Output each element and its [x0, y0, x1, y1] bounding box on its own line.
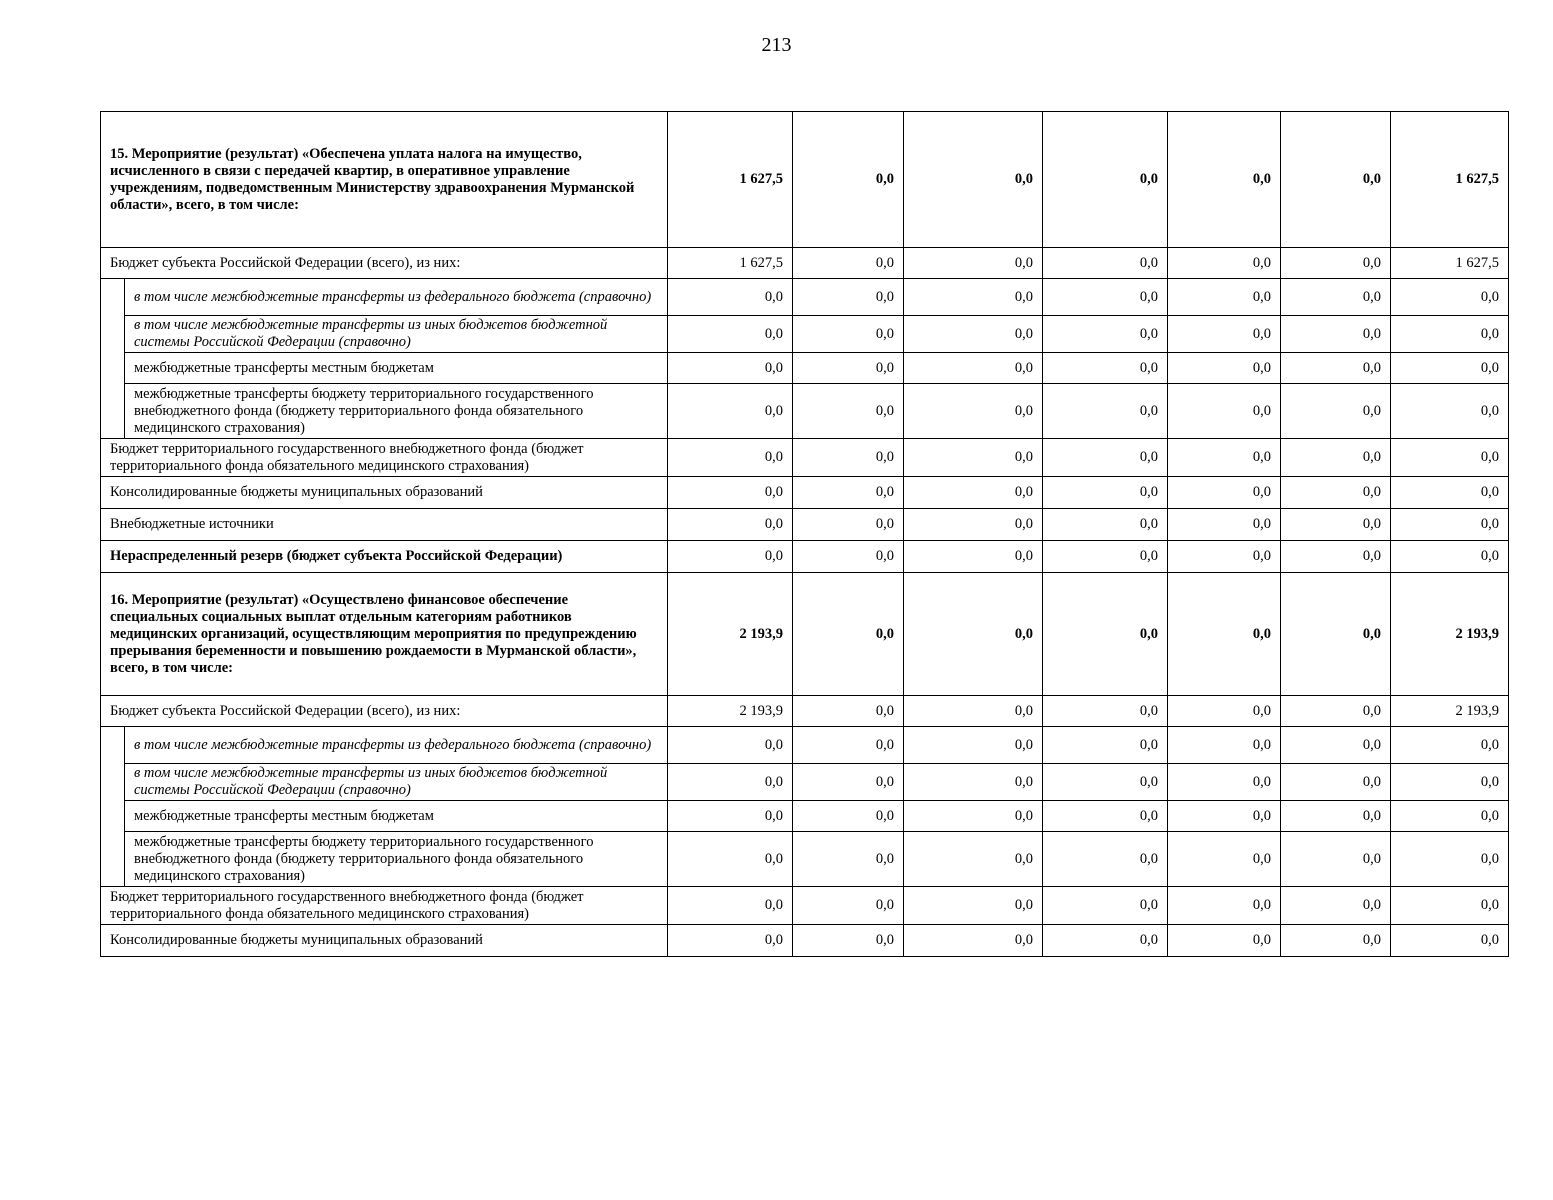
value-cell: 0,0 — [793, 764, 904, 801]
value-cell: 0,0 — [793, 112, 904, 248]
row-label: 16. Мероприятие (результат) «Осуществлено финансовое обеспечение специальных социальных выплат отдельным категориям работников медицинских организаций, осуществляющим мероприятия по предупреждению прерывания беременности и повышению рождаемости в Мурманской области», всего, в том числе: — [101, 573, 668, 696]
value-cell: 0,0 — [1043, 439, 1168, 477]
value-cell: 1 627,5 — [1391, 248, 1509, 279]
value-cell: 0,0 — [793, 353, 904, 384]
row-label: межбюджетные трансферты бюджету территориального государственного внебюджетного фонда (бюджету территориального фонда обязательного медицинского страхования) — [125, 832, 668, 887]
value-cell: 0,0 — [904, 509, 1043, 541]
value-cell: 2 193,9 — [668, 573, 793, 696]
table-row — [101, 477, 1509, 509]
value-cell: 0,0 — [1281, 801, 1391, 832]
value-cell: 0,0 — [904, 112, 1043, 248]
value-cell: 0,0 — [1168, 509, 1281, 541]
value-cell: 0,0 — [793, 727, 904, 764]
value-cell: 0,0 — [668, 477, 793, 509]
value-cell: 0,0 — [668, 801, 793, 832]
table-row — [101, 925, 1509, 957]
value-cell: 0,0 — [1281, 727, 1391, 764]
value-cell: 0,0 — [1391, 887, 1509, 925]
value-cell: 0,0 — [1391, 439, 1509, 477]
row-label: Бюджет субъекта Российской Федерации (всего), из них: — [101, 248, 668, 279]
row-label: межбюджетные трансферты местным бюджетам — [125, 353, 668, 384]
value-cell: 0,0 — [1043, 477, 1168, 509]
value-cell: 0,0 — [793, 887, 904, 925]
value-cell: 0,0 — [904, 764, 1043, 801]
value-cell: 0,0 — [1281, 353, 1391, 384]
value-cell: 0,0 — [904, 248, 1043, 279]
indent-cell — [101, 279, 125, 316]
value-cell: 0,0 — [1043, 384, 1168, 439]
value-cell: 1 627,5 — [668, 112, 793, 248]
value-cell: 0,0 — [668, 384, 793, 439]
value-cell: 0,0 — [1391, 727, 1509, 764]
value-cell: 0,0 — [1168, 384, 1281, 439]
value-cell: 0,0 — [1168, 248, 1281, 279]
table-row — [101, 727, 1509, 764]
value-cell: 0,0 — [793, 541, 904, 573]
value-cell: 0,0 — [1391, 279, 1509, 316]
row-label: Бюджет территориального государственного внебюджетного фонда (бюджет территориального фонда обязательного медицинского страхования) — [101, 887, 668, 925]
value-cell: 0,0 — [904, 541, 1043, 573]
value-cell: 0,0 — [1043, 925, 1168, 957]
value-cell: 0,0 — [668, 832, 793, 887]
value-cell: 0,0 — [1281, 248, 1391, 279]
value-cell: 0,0 — [1043, 764, 1168, 801]
table-row — [101, 696, 1509, 727]
value-cell: 0,0 — [668, 316, 793, 353]
value-cell: 0,0 — [1043, 696, 1168, 727]
value-cell: 0,0 — [1281, 509, 1391, 541]
value-cell: 0,0 — [793, 384, 904, 439]
value-cell: 0,0 — [668, 727, 793, 764]
table-row — [101, 801, 1509, 832]
value-cell: 0,0 — [904, 801, 1043, 832]
value-cell: 0,0 — [793, 832, 904, 887]
value-cell: 0,0 — [793, 573, 904, 696]
row-label: 15. Мероприятие (результат) «Обеспечена уплата налога на имущество, исчисленного в связи с передачей квартир, в оперативное управление учреждениям, подведомственным Министерству здравоохранения Мурманской области», всего, в том числе: — [101, 112, 668, 248]
value-cell: 0,0 — [1043, 832, 1168, 887]
value-cell: 0,0 — [1281, 541, 1391, 573]
table-row — [101, 316, 1509, 353]
value-cell: 0,0 — [904, 925, 1043, 957]
value-cell: 0,0 — [1043, 316, 1168, 353]
table-row — [101, 832, 1509, 887]
value-cell: 0,0 — [668, 353, 793, 384]
value-cell: 0,0 — [904, 727, 1043, 764]
value-cell: 0,0 — [1391, 925, 1509, 957]
value-cell: 0,0 — [1391, 477, 1509, 509]
value-cell: 0,0 — [1043, 887, 1168, 925]
value-cell: 0,0 — [904, 353, 1043, 384]
row-label: межбюджетные трансферты местным бюджетам — [125, 801, 668, 832]
row-label: в том числе межбюджетные трансферты из иных бюджетов бюджетной системы Российской Федерации (справочно) — [125, 316, 668, 353]
table-row — [101, 764, 1509, 801]
row-label: Внебюджетные источники — [101, 509, 668, 541]
indent-cell — [101, 384, 125, 439]
value-cell: 0,0 — [1168, 727, 1281, 764]
value-cell: 0,0 — [1391, 316, 1509, 353]
value-cell: 0,0 — [1281, 439, 1391, 477]
value-cell: 1 627,5 — [1391, 112, 1509, 248]
table-row — [101, 573, 1509, 696]
value-cell: 2 193,9 — [1391, 573, 1509, 696]
value-cell: 0,0 — [793, 316, 904, 353]
value-cell: 0,0 — [668, 764, 793, 801]
value-cell: 0,0 — [1281, 573, 1391, 696]
value-cell: 0,0 — [793, 509, 904, 541]
table-row — [101, 248, 1509, 279]
value-cell: 0,0 — [904, 832, 1043, 887]
value-cell: 0,0 — [1391, 832, 1509, 887]
value-cell: 0,0 — [793, 925, 904, 957]
row-label: в том числе межбюджетные трансферты из федерального бюджета (справочно) — [125, 279, 668, 316]
value-cell: 0,0 — [793, 248, 904, 279]
value-cell: 0,0 — [1281, 764, 1391, 801]
value-cell: 0,0 — [1168, 887, 1281, 925]
value-cell: 0,0 — [1168, 353, 1281, 384]
value-cell: 0,0 — [1281, 477, 1391, 509]
value-cell: 0,0 — [1168, 112, 1281, 248]
indent-cell — [101, 764, 125, 801]
value-cell: 0,0 — [668, 439, 793, 477]
value-cell: 0,0 — [793, 477, 904, 509]
value-cell: 0,0 — [793, 801, 904, 832]
value-cell: 0,0 — [1168, 696, 1281, 727]
value-cell: 0,0 — [668, 887, 793, 925]
value-cell: 0,0 — [1043, 112, 1168, 248]
table-row — [101, 439, 1509, 477]
value-cell: 0,0 — [1168, 541, 1281, 573]
value-cell: 0,0 — [1043, 541, 1168, 573]
value-cell: 0,0 — [1043, 353, 1168, 384]
value-cell: 0,0 — [1043, 248, 1168, 279]
value-cell: 0,0 — [1043, 509, 1168, 541]
value-cell: 0,0 — [1391, 509, 1509, 541]
table-row — [101, 112, 1509, 248]
value-cell: 0,0 — [1391, 801, 1509, 832]
row-label: Консолидированные бюджеты муниципальных образований — [101, 925, 668, 957]
value-cell: 0,0 — [1043, 801, 1168, 832]
table-row — [101, 509, 1509, 541]
value-cell: 0,0 — [668, 925, 793, 957]
value-cell: 0,0 — [1281, 279, 1391, 316]
value-cell: 0,0 — [1043, 573, 1168, 696]
value-cell: 0,0 — [1281, 832, 1391, 887]
value-cell: 0,0 — [793, 279, 904, 316]
indent-cell — [101, 353, 125, 384]
value-cell: 0,0 — [1168, 801, 1281, 832]
value-cell: 1 627,5 — [668, 248, 793, 279]
row-label: межбюджетные трансферты бюджету территориального государственного внебюджетного фонда (бюджету территориального фонда обязательного медицинского страхования) — [125, 384, 668, 439]
value-cell: 0,0 — [1168, 832, 1281, 887]
value-cell: 0,0 — [1391, 353, 1509, 384]
value-cell: 0,0 — [668, 541, 793, 573]
value-cell: 0,0 — [1281, 316, 1391, 353]
value-cell: 0,0 — [1391, 764, 1509, 801]
row-label: в том числе межбюджетные трансферты из иных бюджетов бюджетной системы Российской Федерации (справочно) — [125, 764, 668, 801]
value-cell: 0,0 — [1168, 573, 1281, 696]
value-cell: 0,0 — [1043, 279, 1168, 316]
value-cell: 0,0 — [904, 439, 1043, 477]
value-cell: 0,0 — [904, 696, 1043, 727]
value-cell: 0,0 — [1168, 316, 1281, 353]
value-cell: 0,0 — [904, 316, 1043, 353]
row-label: Консолидированные бюджеты муниципальных образований — [101, 477, 668, 509]
table-row — [101, 279, 1509, 316]
value-cell: 0,0 — [1391, 384, 1509, 439]
row-label: Нераспределенный резерв (бюджет субъекта Российской Федерации) — [101, 541, 668, 573]
budget-table — [100, 111, 1509, 957]
value-cell: 0,0 — [1043, 727, 1168, 764]
row-label: в том числе межбюджетные трансферты из федерального бюджета (справочно) — [125, 727, 668, 764]
indent-cell — [101, 727, 125, 764]
value-cell: 0,0 — [904, 573, 1043, 696]
value-cell: 0,0 — [1168, 925, 1281, 957]
value-cell: 0,0 — [904, 279, 1043, 316]
table-row — [101, 541, 1509, 573]
value-cell: 0,0 — [793, 696, 904, 727]
value-cell: 0,0 — [904, 384, 1043, 439]
value-cell: 0,0 — [1168, 764, 1281, 801]
value-cell: 0,0 — [668, 509, 793, 541]
value-cell: 0,0 — [1168, 439, 1281, 477]
value-cell: 0,0 — [1391, 541, 1509, 573]
indent-cell — [101, 832, 125, 887]
value-cell: 0,0 — [904, 477, 1043, 509]
row-label: Бюджет субъекта Российской Федерации (всего), из них: — [101, 696, 668, 727]
value-cell: 2 193,9 — [668, 696, 793, 727]
value-cell: 0,0 — [793, 439, 904, 477]
table-row — [101, 887, 1509, 925]
value-cell: 0,0 — [1281, 696, 1391, 727]
value-cell: 0,0 — [904, 887, 1043, 925]
value-cell: 0,0 — [1168, 477, 1281, 509]
value-cell: 0,0 — [1281, 384, 1391, 439]
value-cell: 0,0 — [1281, 887, 1391, 925]
table-body — [101, 112, 1509, 957]
value-cell: 0,0 — [1281, 925, 1391, 957]
row-label: Бюджет территориального государственного внебюджетного фонда (бюджет территориального фонда обязательного медицинского страхования) — [101, 439, 668, 477]
indent-cell — [101, 316, 125, 353]
page-number: 213 — [761, 34, 792, 56]
value-cell: 0,0 — [1168, 279, 1281, 316]
value-cell: 2 193,9 — [1391, 696, 1509, 727]
indent-cell — [101, 801, 125, 832]
value-cell: 0,0 — [1281, 112, 1391, 248]
table-row — [101, 353, 1509, 384]
value-cell: 0,0 — [668, 279, 793, 316]
table-row — [101, 384, 1509, 439]
